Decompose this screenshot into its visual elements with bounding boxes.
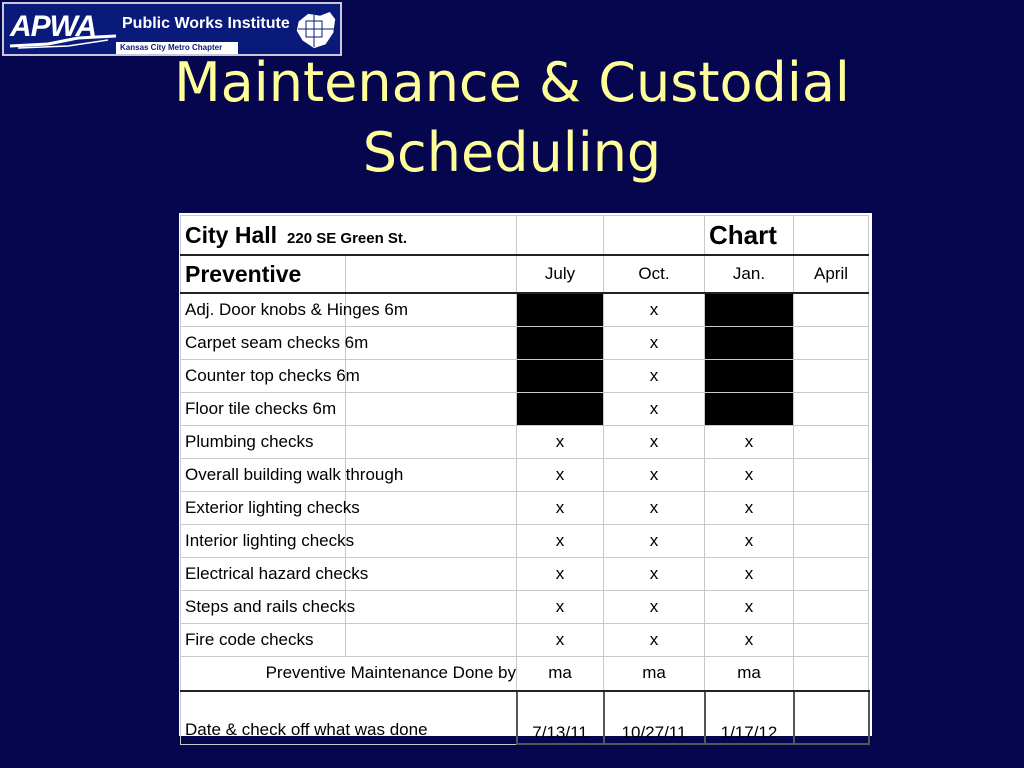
empty-cell — [517, 216, 604, 256]
date-row — [181, 691, 869, 745]
task-label: Adj. Door knobs & Hinges 6m — [181, 293, 346, 327]
empty-cell — [794, 216, 869, 256]
check-cell-oct: x — [604, 293, 705, 327]
task-label: Counter top checks 6m — [181, 360, 346, 393]
empty-cell — [346, 393, 517, 426]
title-line-2: Scheduling — [362, 121, 662, 184]
check-cell-jan: x — [705, 558, 794, 591]
check-cell-july: x — [517, 426, 604, 459]
empty-cell — [346, 525, 517, 558]
check-cell-july: x — [517, 459, 604, 492]
logo-title: Public Works Institute — [122, 15, 290, 32]
done-by-oct: ma — [604, 657, 705, 691]
check-cell-april — [794, 591, 869, 624]
blacked-out-cell — [517, 293, 604, 327]
building-address: 220 SE Green St. — [287, 229, 408, 247]
chart-label: Chart — [709, 219, 777, 250]
check-cell-april — [794, 558, 869, 591]
check-cell-july: x — [517, 624, 604, 657]
check-cell-april — [794, 293, 869, 327]
table-row — [181, 293, 869, 327]
empty-cell — [346, 558, 517, 591]
task-label: Fire code checks — [181, 624, 346, 657]
table-row — [181, 360, 869, 393]
date-april — [794, 691, 869, 745]
table-row — [181, 426, 869, 459]
blacked-out-cell — [517, 327, 604, 360]
blacked-out-cell — [705, 327, 794, 360]
chart-cell — [705, 216, 794, 256]
task-label: Exterior lighting checks — [181, 492, 346, 525]
table-row — [181, 558, 869, 591]
check-cell-jan: x — [705, 525, 794, 558]
check-cell-april — [794, 426, 869, 459]
check-cell-jan: x — [705, 459, 794, 492]
table-row — [181, 393, 869, 426]
check-cell-april — [794, 624, 869, 657]
check-cell-april — [794, 393, 869, 426]
empty-cell — [346, 360, 517, 393]
empty-cell — [346, 492, 517, 525]
check-cell-jan: x — [705, 624, 794, 657]
date-july: 7/13/11 — [517, 691, 604, 745]
check-cell-oct: x — [604, 624, 705, 657]
table-row — [181, 624, 869, 657]
check-cell-oct: x — [604, 591, 705, 624]
check-cell-oct: x — [604, 426, 705, 459]
title-line-1: Maintenance & Custodial — [174, 51, 850, 114]
building-cell — [181, 216, 517, 256]
done-by-april — [794, 657, 869, 691]
empty-cell — [346, 624, 517, 657]
check-cell-jan: x — [705, 426, 794, 459]
section-cell — [181, 255, 346, 293]
month-jan: Jan. — [705, 255, 794, 293]
blacked-out-cell — [517, 360, 604, 393]
task-label: Steps and rails checks — [181, 591, 346, 624]
empty-cell — [346, 426, 517, 459]
month-header-row — [181, 255, 869, 293]
month-oct: Oct. — [604, 255, 705, 293]
done-by-jan: ma — [705, 657, 794, 691]
done-by-row — [181, 657, 869, 691]
task-label: Carpet seam checks 6m — [181, 327, 346, 360]
check-cell-jan: x — [705, 591, 794, 624]
task-label: Electrical hazard checks — [181, 558, 346, 591]
task-label: Overall building walk through — [181, 459, 346, 492]
check-cell-july: x — [517, 525, 604, 558]
task-label: Interior lighting checks — [181, 525, 346, 558]
empty-cell — [604, 216, 705, 256]
month-april: April — [794, 255, 869, 293]
logo-chapter: Kansas City Metro Chapter — [116, 42, 238, 54]
check-cell-july: x — [517, 558, 604, 591]
check-cell-oct: x — [604, 327, 705, 360]
table-row — [181, 525, 869, 558]
check-cell-april — [794, 327, 869, 360]
empty-cell — [346, 327, 517, 360]
blacked-out-cell — [705, 360, 794, 393]
schedule-spreadsheet — [179, 213, 872, 742]
building-name: City Hall — [185, 221, 278, 248]
task-label: Floor tile checks 6m — [181, 393, 346, 426]
header-row — [181, 216, 869, 256]
check-cell-april — [794, 459, 869, 492]
table-row — [181, 492, 869, 525]
check-cell-april — [794, 525, 869, 558]
schedule-table — [180, 215, 870, 745]
table-row — [181, 327, 869, 360]
check-cell-oct: x — [604, 360, 705, 393]
check-cell-july: x — [517, 591, 604, 624]
slide-title — [0, 48, 1024, 188]
check-cell-july: x — [517, 492, 604, 525]
check-cell-oct: x — [604, 558, 705, 591]
empty-cell — [346, 255, 517, 293]
check-cell-april — [794, 492, 869, 525]
date-oct: 10/27/11 — [604, 691, 705, 745]
logo-brand: APWA — [10, 10, 96, 43]
table-row — [181, 459, 869, 492]
section-label: Preventive — [185, 260, 302, 287]
date-jan: 1/17/12 — [705, 691, 794, 745]
blacked-out-cell — [705, 293, 794, 327]
done-by-july: ma — [517, 657, 604, 691]
date-label: Date & check off what was done — [181, 691, 517, 745]
done-by-label: Preventive Maintenance Done by — [181, 657, 517, 691]
check-cell-oct: x — [604, 525, 705, 558]
task-label: Plumbing checks — [181, 426, 346, 459]
check-cell-oct: x — [604, 492, 705, 525]
check-cell-oct: x — [604, 459, 705, 492]
blacked-out-cell — [705, 393, 794, 426]
check-cell-april — [794, 360, 869, 393]
blacked-out-cell — [517, 393, 604, 426]
table-row — [181, 591, 869, 624]
check-cell-oct: x — [604, 393, 705, 426]
empty-cell — [346, 591, 517, 624]
state-map-icon — [292, 7, 340, 53]
month-july: July — [517, 255, 604, 293]
check-cell-jan: x — [705, 492, 794, 525]
